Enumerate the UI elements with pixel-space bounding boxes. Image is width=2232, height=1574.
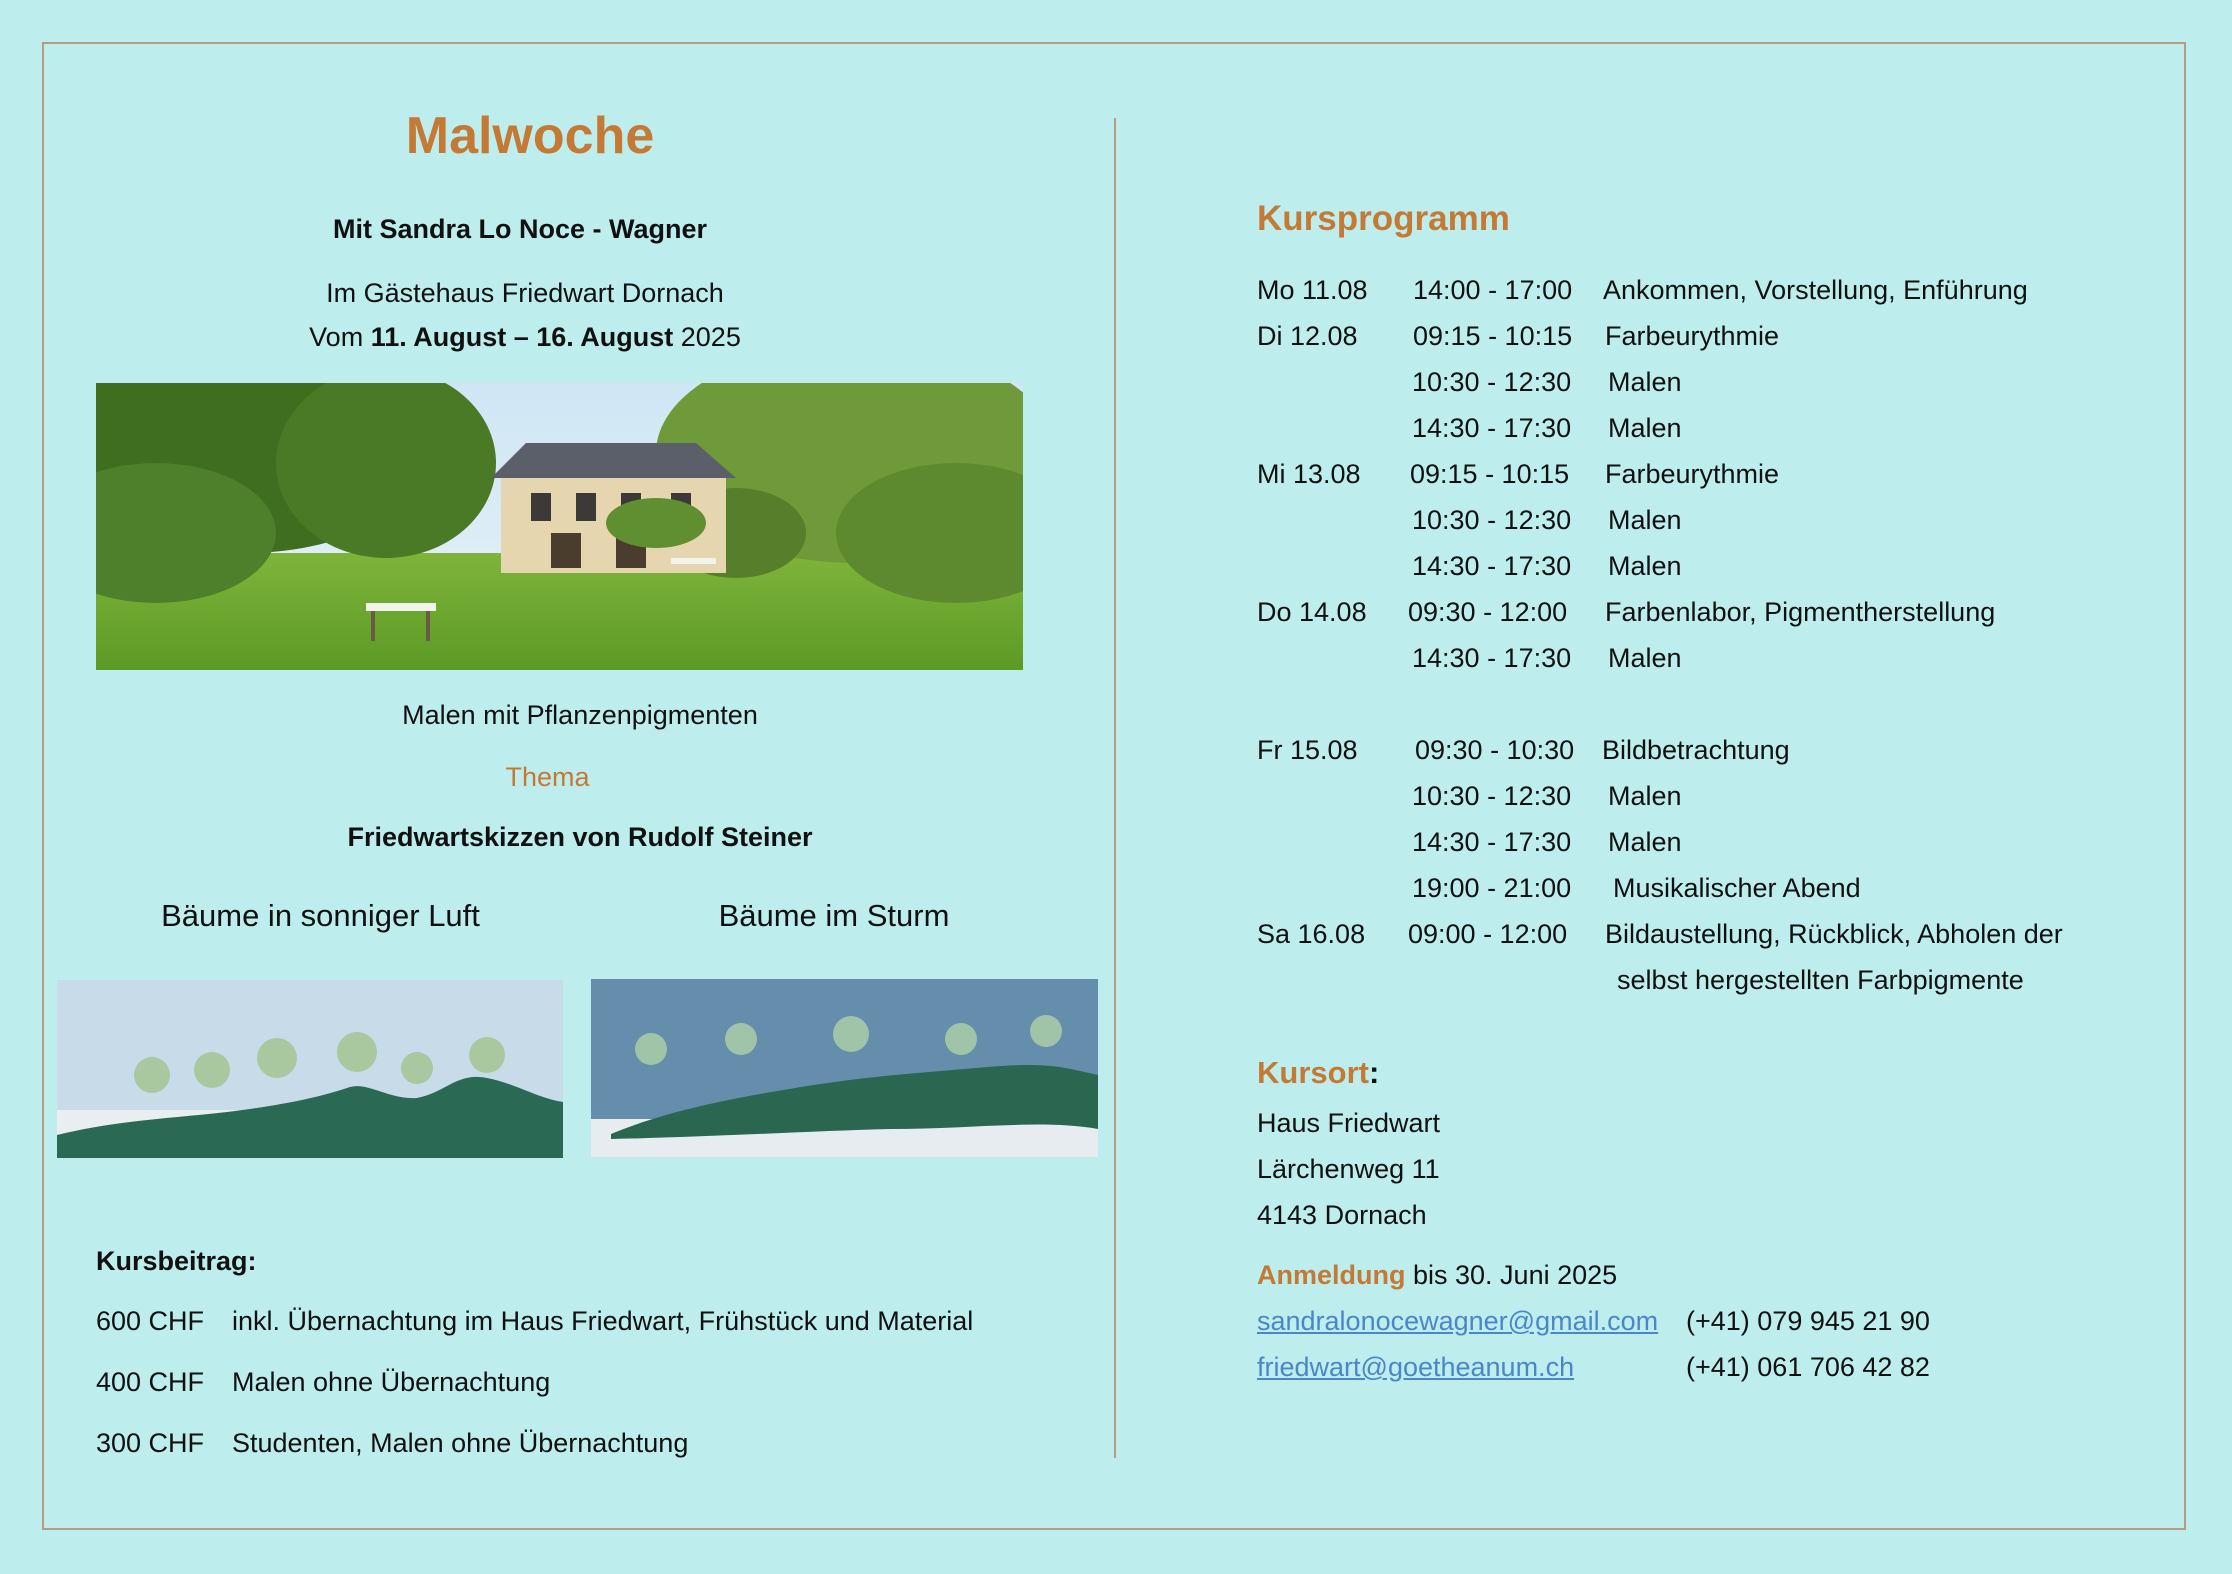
schedule-time: 09:15 - 10:15 (1410, 459, 1570, 489)
schedule-activity: Malen (1608, 643, 1682, 673)
schedule-time: 09:15 - 10:15 (1413, 321, 1573, 351)
schedule-time: 14:30 - 17:30 (1412, 643, 1572, 673)
dates-year: 2025 (673, 322, 741, 352)
fee-amount: 600 CHF (96, 1306, 205, 1336)
schedule-time: 14:00 - 17:00 (1413, 275, 1573, 305)
registration-label: Anmeldung (1257, 1260, 1406, 1290)
fee-description: Studenten, Malen ohne Übernachtung (232, 1428, 689, 1458)
fee-row (96, 1367, 550, 1398)
schedule-activity: Malen (1608, 551, 1682, 581)
painting-sunny-air (57, 980, 563, 1158)
tagline: Malen mit Pflanzenpigmenten (402, 700, 758, 730)
schedule-time: 10:30 - 12:30 (1412, 781, 1572, 811)
schedule-time: 14:30 - 17:30 (1412, 413, 1572, 443)
schedule-activity: selbst hergestellten Farbpigmente (1617, 965, 2024, 995)
location-title (1257, 1055, 1379, 1091)
address-line: Lärchenweg 11 (1257, 1154, 1440, 1184)
phone-number: (+41) 061 706 42 82 (1686, 1352, 1930, 1382)
registration-deadline: bis 30. Juni 2025 (1405, 1260, 1618, 1290)
phone-number: (+41) 079 945 21 90 (1686, 1306, 1930, 1336)
schedule-activity: Bildbetrachtung (1602, 735, 1790, 765)
page-title: Malwoche (405, 107, 655, 165)
schedule-activity: Malen (1608, 367, 1682, 397)
location-title-text: Kursort (1257, 1055, 1369, 1090)
column-divider (1114, 118, 1116, 1458)
fee-section-title: Kursbeitrag: (96, 1246, 257, 1276)
schedule-day: Mo 11.08 (1257, 275, 1368, 305)
dates-prefix: Vom (309, 322, 371, 352)
schedule-activity: Malen (1608, 781, 1682, 811)
schedule-day: Mi 13.08 (1257, 459, 1361, 489)
schedule-time: 09:00 - 12:00 (1408, 919, 1568, 949)
schedule-activity: Ankommen, Vorstellung, Enführung (1603, 275, 2028, 305)
schedule-time: 14:30 - 17:30 (1412, 551, 1572, 581)
schedule-activity: Farbeurythmie (1605, 459, 1780, 489)
fee-description: Malen ohne Übernachtung (232, 1367, 551, 1397)
fee-row (96, 1306, 973, 1337)
schedule-day: Do 14.08 (1257, 597, 1367, 627)
fee-row (96, 1428, 688, 1459)
venue-line: Im Gästehaus Friedwart Dornach (326, 278, 724, 308)
painting-caption-right: Bäume im Sturm (718, 898, 950, 933)
schedule-day: Sa 16.08 (1257, 919, 1366, 949)
painting-caption-left: Bäume in sonniger Luft (161, 898, 480, 933)
registration-line (1257, 1260, 1617, 1291)
theme-title: Friedwartskizzen von Rudolf Steiner (347, 822, 813, 852)
address-line: 4143 Dornach (1257, 1200, 1427, 1230)
schedule-time: 19:00 - 21:00 (1412, 873, 1572, 903)
schedule-day: Fr 15.08 (1257, 735, 1358, 765)
address-line: Haus Friedwart (1257, 1108, 1441, 1138)
schedule-activity: Farbeurythmie (1605, 321, 1780, 351)
schedule-activity: Malen (1608, 505, 1682, 535)
schedule-activity: Musikalischer Abend (1613, 873, 1861, 903)
host-line: Mit Sandra Lo Noce - Wagner (332, 214, 708, 244)
schedule-time: 09:30 - 12:00 (1408, 597, 1568, 627)
dates-line (80, 322, 970, 353)
email-link-sandra[interactable]: sandralonocewagner@gmail.com (1257, 1306, 1659, 1336)
schedule-activity: Malen (1608, 827, 1682, 857)
fee-description: inkl. Übernachtung im Haus Friedwart, Frühstück und Material (232, 1306, 974, 1336)
schedule-time: 10:30 - 12:30 (1412, 505, 1572, 535)
email-link-friedwart[interactable]: friedwart@goetheanum.ch (1257, 1352, 1575, 1382)
schedule-activity: Bildaustellung, Rückblick, Abholen der (1605, 919, 2063, 949)
schedule-activity: Malen (1608, 413, 1682, 443)
schedule-time: 10:30 - 12:30 (1412, 367, 1572, 397)
painting-storm (591, 979, 1098, 1157)
schedule-activity: Farbenlabor, Pigmentherstellung (1605, 597, 1996, 627)
guesthouse-photo (96, 383, 1023, 670)
theme-label: Thema (505, 762, 590, 792)
fee-amount: 400 CHF (96, 1367, 205, 1397)
location-title-colon: : (1368, 1055, 1380, 1090)
dates-range: 11. August – 16. August (370, 322, 674, 352)
program-title: Kursprogramm (1257, 199, 1510, 238)
schedule-time: 09:30 - 10:30 (1415, 735, 1575, 765)
schedule-time: 14:30 - 17:30 (1412, 827, 1572, 857)
schedule-day: Di 12.08 (1257, 321, 1358, 351)
fee-amount: 300 CHF (96, 1428, 205, 1458)
